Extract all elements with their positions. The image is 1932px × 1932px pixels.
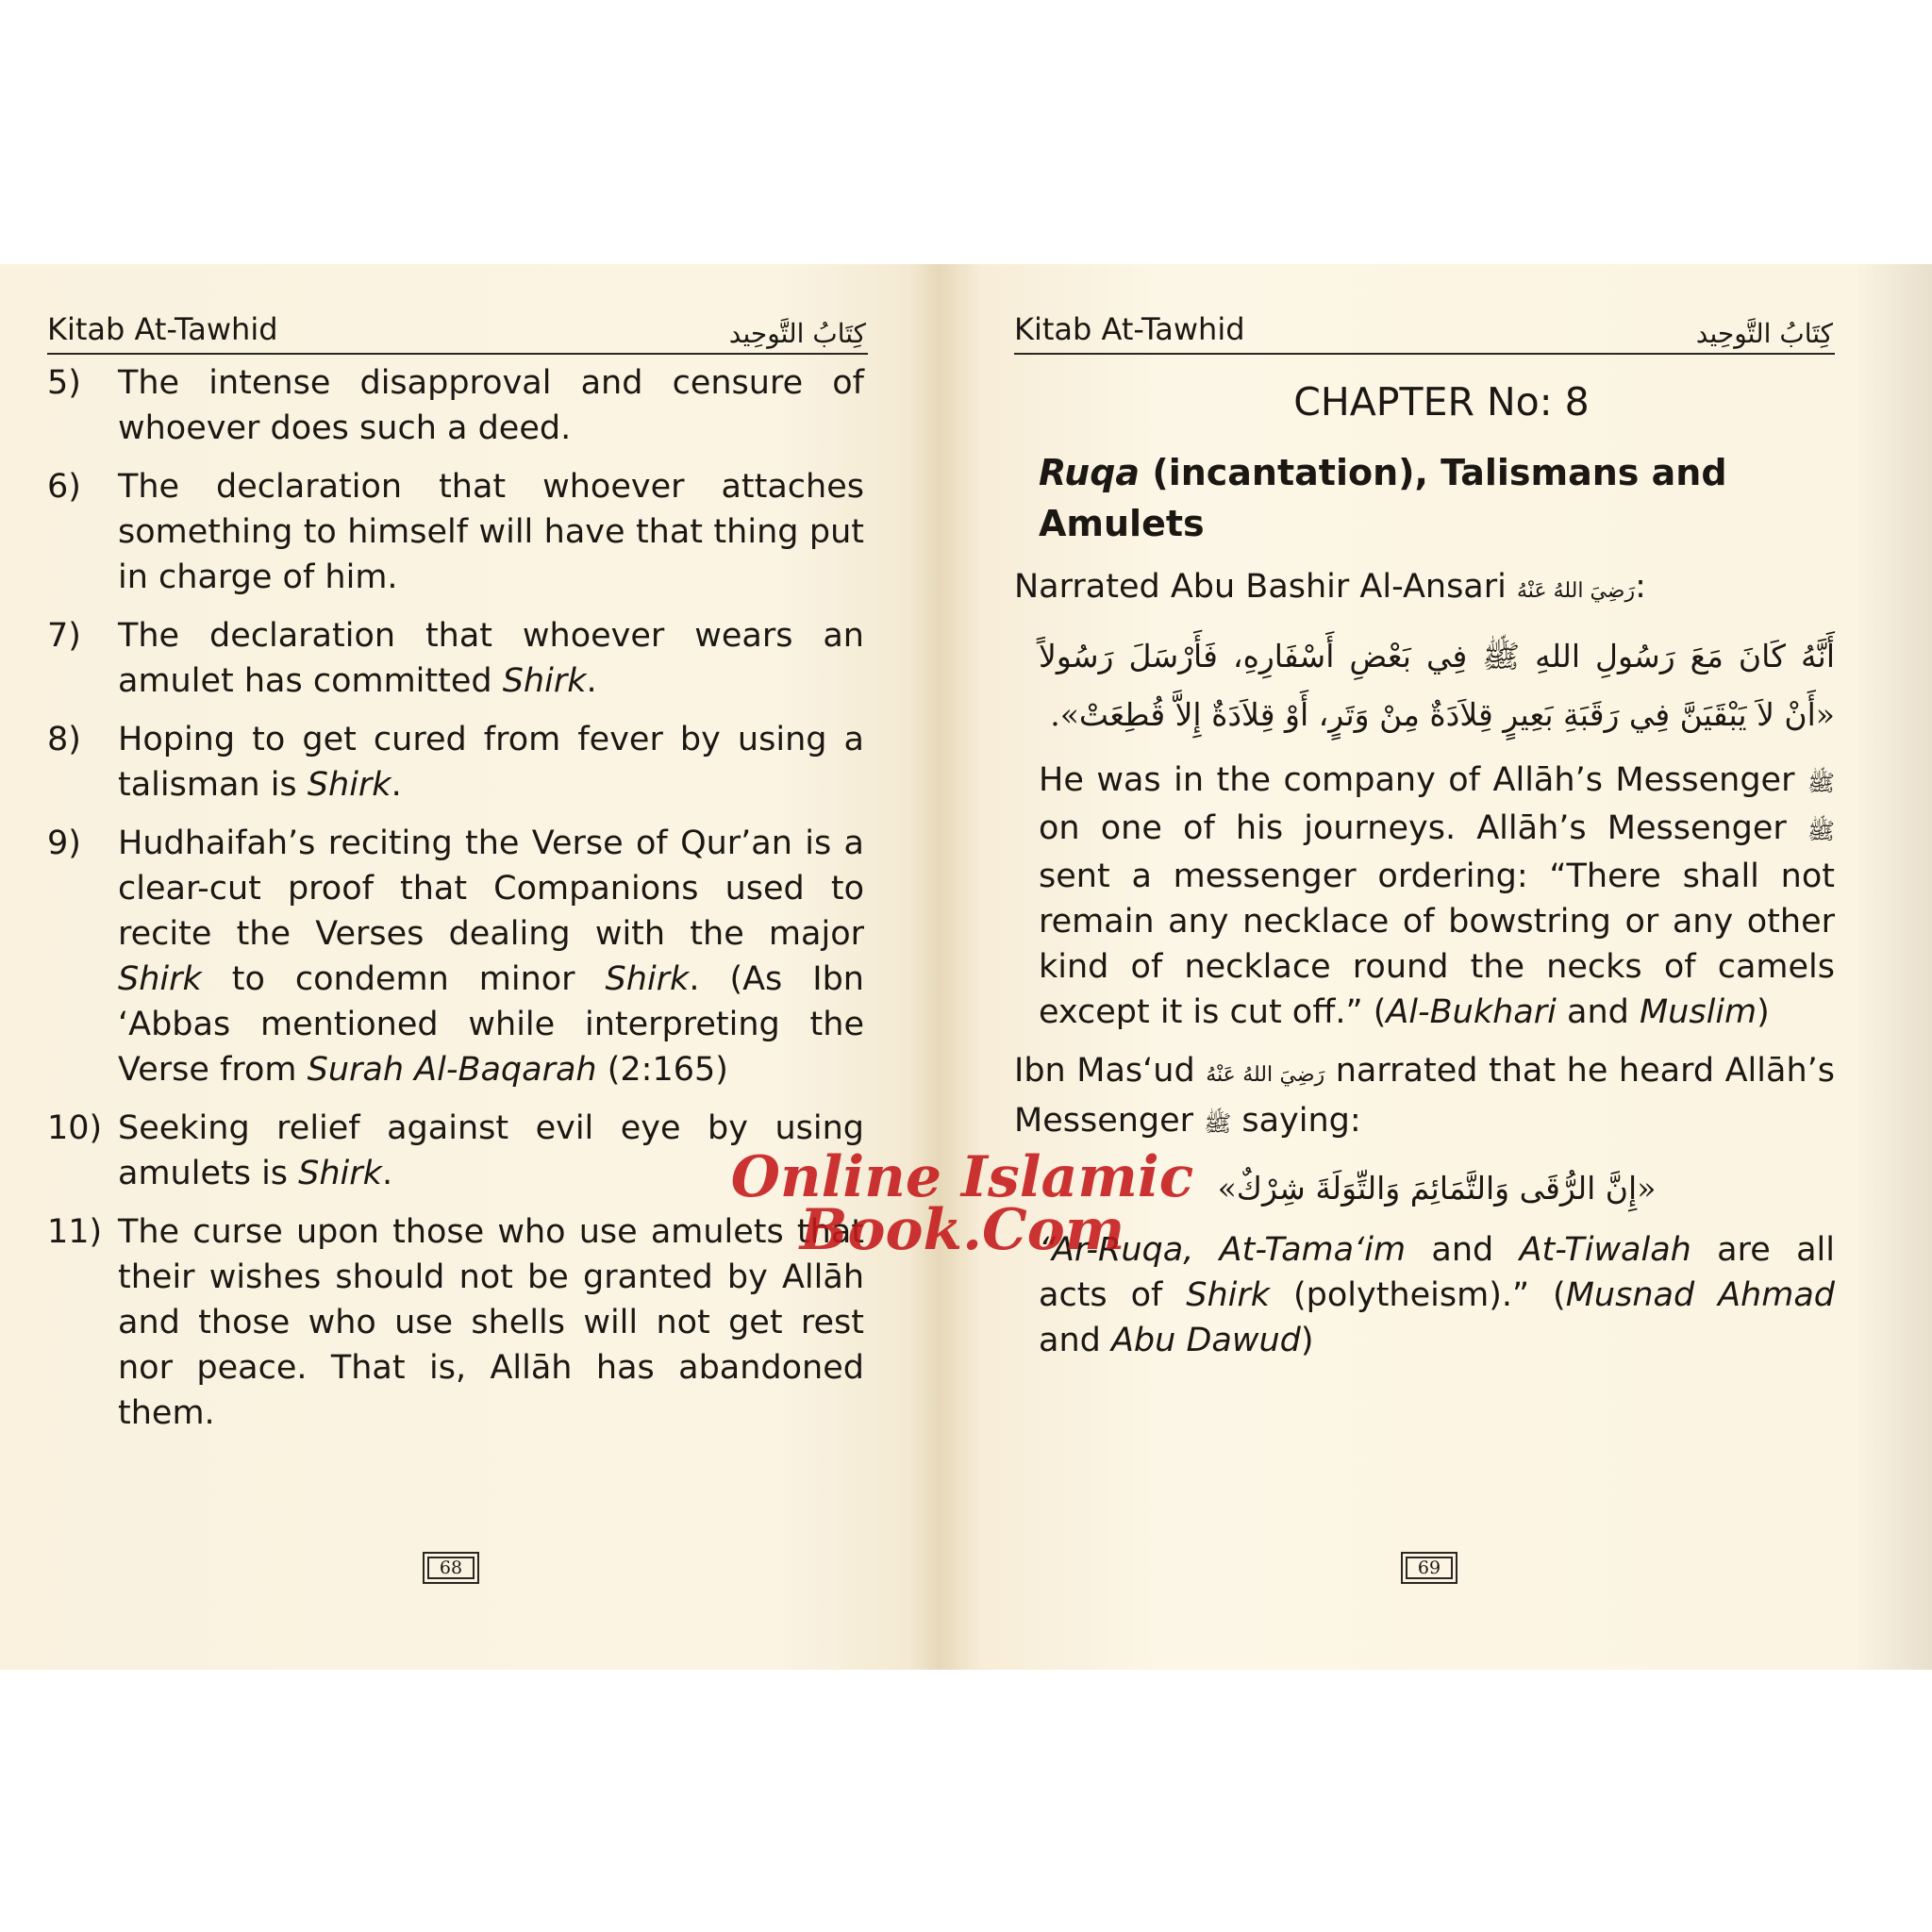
running-head (47, 311, 868, 355)
page-number: 69 (1401, 1552, 1457, 1584)
running-head-title: Kitab At-Tawhid (47, 311, 278, 347)
left-page (38, 264, 868, 1670)
salawat-glyph: ﷺ (1807, 770, 1835, 796)
salawat-glyph: ﷺ (1807, 818, 1835, 844)
item-text: The declaration that whoever wears an amulet has committed Shirk. (118, 617, 864, 700)
hadith-translation: He was in the company of Allāh’s Messenger ﷺ on one of his journeys. Allāh’s Messenger ﷺ sent a messenger ordering: “There shall not remain any necklace of bowstring or any other kind of necklace round the necks of camels except it is cut off.” (Al-Bukhari and Muslim) (1039, 761, 1835, 1031)
item-text: Hudhaifah’s reciting the Verse of Qur’an is a clear-cut proof that Companions used to recite the Verses dealing with the major Shirk to condemn minor Shirk. (As Ibn ‘Abbas mentioned while interpreting the Verse from Surah Al-Baqarah (2:165) (118, 824, 864, 1089)
running-head-arabic: كِتَابُ التَّوحِيد (728, 318, 866, 349)
hadith-arabic: «إِنَّ الرُّقَى وَالتَّمَائِمَ وَالتِّوَلَةَ شِرْكٌ» (1217, 1170, 1657, 1207)
narration-intro: Narrated Abu Bashir Al-Ansari رَضِيَ اللهُ عَنْهُ: (1014, 568, 1646, 606)
item-number: 7) (47, 617, 81, 655)
hadith-arabic: أَنَّهُ كَانَ مَعَ رَسُولِ اللهِ ﷺ فِي بَعْضِ أَسْفَارِهِ، فَأَرْسَلَ رَسُولاً «أَنْ لاَ يَبْقَيَنَّ فِي رَقَبَةِ بَعِيرٍ قِلاَدَةٌ مِنْ وَتَرٍ، أَوْ قِلاَدَةٌ إِلاَّ قُطِعَتْ». (1039, 638, 1835, 733)
right-body (1014, 375, 1835, 1376)
hadith-translation: “Ar-Ruqa, At-Tama‘im and At-Tiwalah are all acts of Shirk (polytheism).” (Musnad Ahmad and Abu Dawud) (1039, 1231, 1835, 1359)
list-item (47, 613, 864, 704)
right-page (1014, 264, 1835, 1670)
item-number: 5) (47, 364, 81, 402)
list-item (47, 360, 864, 451)
item-number: 6) (47, 468, 81, 506)
watermark-line: Book.Com (799, 1197, 1125, 1263)
item-text: The declaration that whoever attaches something to himself will have that thing put in charge of him. (118, 468, 864, 596)
running-head-title: Kitab At-Tawhid (1014, 311, 1245, 347)
left-body (47, 360, 864, 1449)
item-number: 10) (47, 1109, 103, 1147)
honorific: رَضِيَ اللهُ عَنْهُ (1517, 579, 1636, 603)
honorific: رَضِيَ اللهُ عَنْهُ (1206, 1063, 1325, 1087)
item-number: 11) (47, 1213, 103, 1251)
list-item (47, 1209, 864, 1436)
item-number: 9) (47, 824, 81, 862)
salawat-glyph: ﷺ (1204, 1110, 1232, 1137)
list-item (47, 1106, 864, 1196)
running-head (1014, 311, 1835, 355)
list-item (47, 717, 864, 808)
narration-intro: Ibn Mas‘ud رَضِيَ اللهُ عَنْهُ narrated that he heard Allāh’s Messenger ﷺ saying: (1014, 1052, 1835, 1140)
item-number: 8) (47, 721, 81, 758)
chapter-number: CHAPTER No: 8 (1293, 379, 1590, 425)
list-item (47, 464, 864, 600)
item-text: The intense disapproval and censure of whoever does such a deed. (118, 364, 864, 447)
item-text: Seeking relief against evil eye by using amulets is Shirk. (118, 1109, 864, 1192)
item-text: The curse upon those who use amulets that their wishes should not be granted by Allāh and those who use shells will not get rest nor peace. That is, Allāh has abandoned them. (118, 1213, 864, 1432)
book-spread (0, 264, 1932, 1670)
list-item (47, 821, 864, 1092)
running-head-arabic: كِتَابُ التَّوحِيد (1695, 318, 1833, 349)
item-text: Hoping to get cured from fever by using a talisman is Shirk. (118, 721, 864, 804)
page-number: 68 (423, 1552, 479, 1584)
chapter-title: Ruqa (incantation), Talismans and Amulets (1039, 452, 1727, 544)
watermark-line: Online Islamic (730, 1144, 1194, 1210)
